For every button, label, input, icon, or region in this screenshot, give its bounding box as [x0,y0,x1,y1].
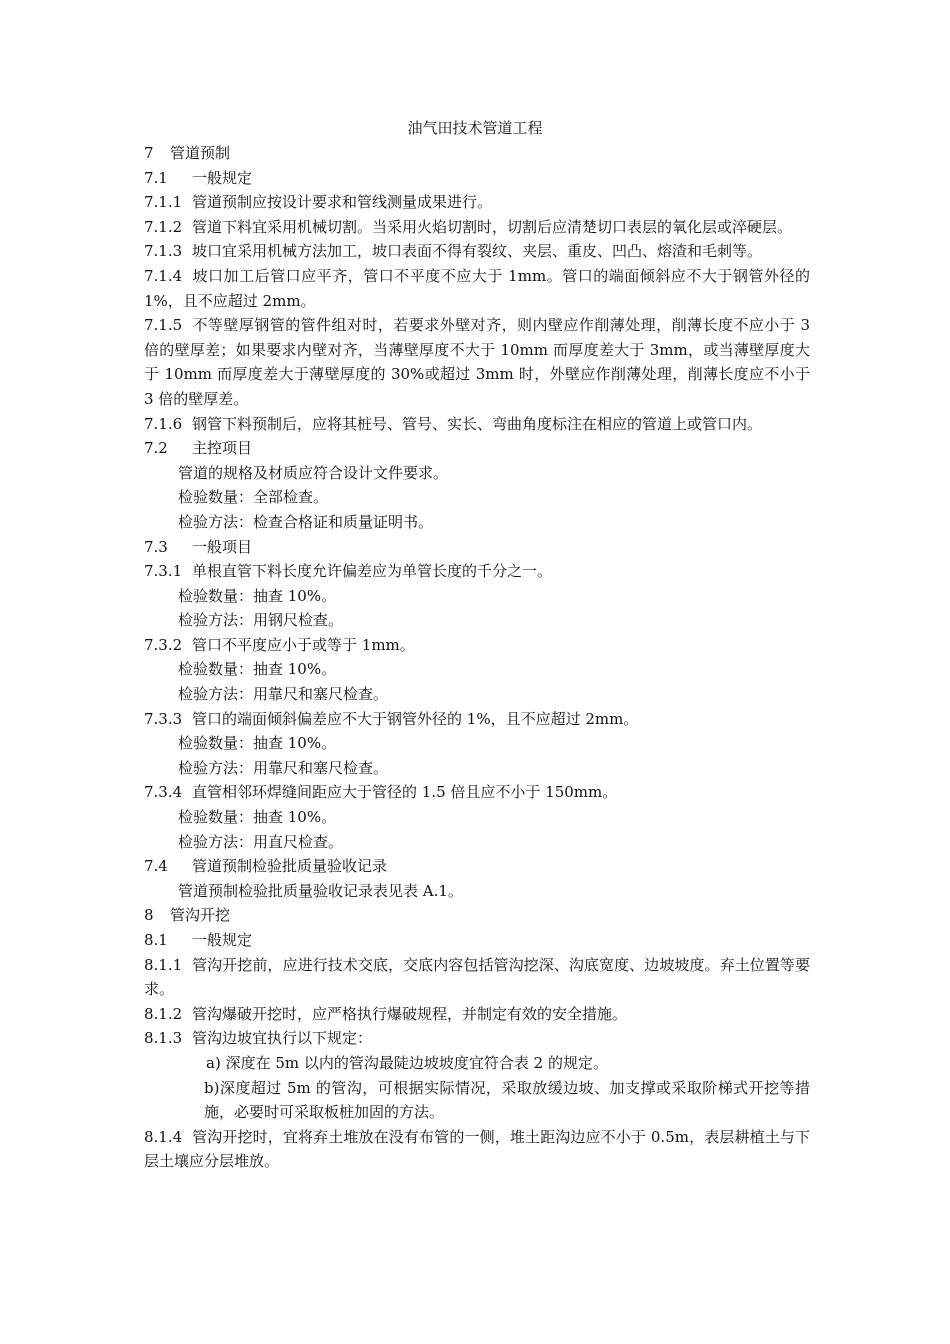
indented-text: 管道的规格及材质应符合设计文件要求。 [178,463,449,482]
indented-text: 检验数量：全部检查。 [178,488,329,507]
indented-text: 检验方法：用直尺检查。 [178,832,344,851]
document-body [144,141,810,1174]
clause: 7.1.1 管道预制应按设计要求和管线测量成果进行。 [144,193,493,212]
section-heading: 7 管道预制 [144,144,231,162]
clause: 7.3.3 管口的端面倾斜偏差应不大于钢管外径的 1%，且不应超过 2mm。 [144,709,639,728]
indented-text: 检验数量：抽查 10%。 [178,734,337,753]
document-title: 油气田技术管道工程 [407,119,543,137]
clause: 8.1.2 管沟爆破开挖时，应严格执行爆破规程，并制定有效的安全措施。 [144,1004,628,1023]
clause: 7.1.4 坡口加工后管口应平齐，管口不平度不应大于 1mm。管口的端面倾斜应不大于钢管外径的 1%，且不应超过 2mm。 [144,266,810,310]
clause: 7.3.1 单根直管下料长度允许偏差应为单管长度的千分之一。 [144,562,553,581]
indented-text: 检验方法：用靠尺和塞尺检查。 [178,685,389,704]
clause: 8.1.4 管沟开挖时，宜将弃土堆放在没有布管的一侧，堆土距沟边应不小于 0.5m，表层耕植土与下层土壤应分层堆放。 [144,1127,810,1171]
subsection-heading: 7.3 一般项目 [144,537,253,556]
clause: 7.1.3 坡口宜采用机械方法加工，坡口表面不得有裂纹、夹层、重皮、凹凸、熔渣和毛刺等。 [144,242,763,261]
subsection-heading: 7.4 管道预制检验批质量验收记录 [144,857,388,876]
indented-text: 检验方法：用靠尺和塞尺检查。 [178,758,389,777]
clause: 8.1.1 管沟开挖前，应进行技术交底，交底内容包括管沟挖深、沟底宽度、边坡坡度。弃土位置等要求。 [144,955,810,999]
clause: 8.1.3 管沟边坡宜执行以下规定： [144,1029,373,1048]
indented-text: 检验方法：用钢尺检查。 [178,611,344,630]
clause: 7.3.2 管口不平度应小于或等于 1mm。 [144,635,415,654]
indented-text: 检验数量：抽查 10%。 [178,660,337,679]
indented-text: 管道预制检验批质量验收记录表见表 A.1。 [178,881,463,900]
subsection-heading: 8.1 一般规定 [144,931,253,949]
indented-text: 检验数量：抽查 10%。 [178,808,337,827]
clause: 7.1.2 管道下料宜采用机械切割。当采用火焰切割时，切割后应清楚切口表层的氧化层或淬硬层。 [144,217,793,236]
subsection-heading: 7.2 主控项目 [144,439,253,458]
clause: 7.3.4 直管相邻环焊缝间距应大于管径的 1.5 倍且应不小于 150mm。 [144,783,618,802]
list-item: a) 深度在 5m 以内的管沟最陡边坡坡度宜符合表 2 的规定。 [206,1053,608,1072]
clause: 7.1.6 钢管下料预制后，应将其桩号、管号、实长、弯曲角度标注在相应的管道上或管口内。 [144,414,763,433]
list-item: b)深度超过 5m 的管沟，可根据实际情况，采取放缓边坡、加支撑或采取阶梯式开挖等措施，必要时可采取板桩加固的方法。 [204,1078,810,1122]
indented-text: 检验数量：抽查 10%。 [178,586,337,605]
clause: 7.1.5 不等壁厚钢管的管件组对时，若要求外壁对齐，则内壁应作削薄处理，削薄长度不应小于 3 倍的壁厚差；如果要求内壁对齐，当薄壁厚度不大于 10mm 而厚度差大于 3mm，或当薄壁厚度大于 10mm 而厚度差大于薄壁厚度的 30%或超过 3mm 时，外壁应作削薄处理，削薄长度应不小于 3 倍的壁厚差。 [144,316,810,408]
subsection-heading: 7.1 一般规定 [144,168,253,187]
indented-text: 检验方法：检查合格证和质量证明书。 [178,512,434,531]
section-heading: 8 管沟开挖 [144,906,231,925]
